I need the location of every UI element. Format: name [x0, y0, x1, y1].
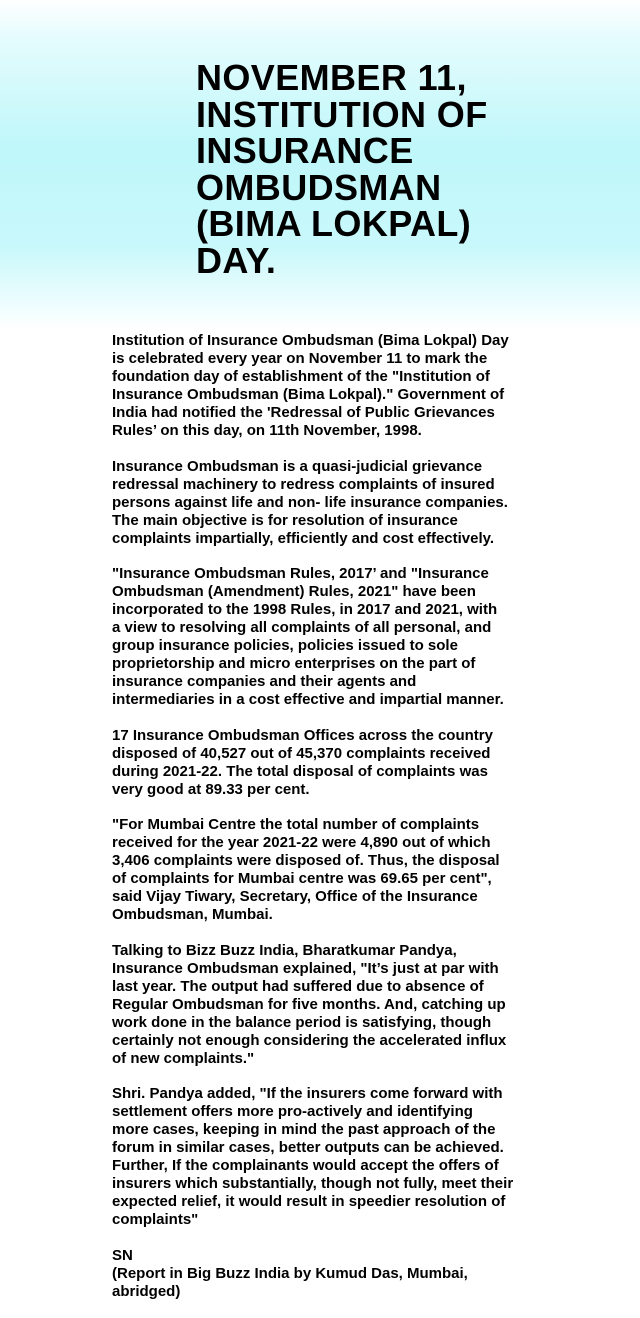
paragraph-statistics: 17 Insurance Ombudsman Offices across the country disposed of 40,527 out of 45,370 complaints received during 2021-22. The total disposal of complaints was very good at 89.33 per cent. [112, 726, 493, 798]
signature-credit: SN (Report in Big Buzz India by Kumud Das, Mumbai, abridged) [112, 1246, 468, 1300]
paragraph-ombudsman-role: Insurance Ombudsman is a quasi-judicial grievance redressal machinery to redress complaints of insured persons against life and non- life insurance companies. The main objective is for resolution of insurance complaints impartially, efficiently and cost effectively. [112, 457, 508, 547]
article-body [112, 332, 592, 1301]
paragraph-pandya-quote: Talking to Bizz Buzz India, Bharatkumar Pandya, Insurance Ombudsman explained, "It’s just at par with last year. The output had suffered due to absence of Regular Ombudsman for five months. And, catching up work done in the balance period is satisfying, though certainly not enough considering the accelerated influx of new complaints." [112, 941, 507, 1067]
paragraph-rules: "Insurance Ombudsman Rules, 2017’ and "Insurance Ombudsman (Amendment) Rules, 2021" have been incorporated to the 1998 Rules, in 2017 and 2021, with a view to resolving all complaints of all personal, and group insurance policies, policies issued to sole proprietorship and micro enterprises on the part of insurance companies and their agents and intermediaries in a cost effective and impartial manner. [112, 565, 504, 708]
paragraph-pandya-added: Shri. Pandya added, "If the insurers come forward with settlement offers more pro-actively and identifying more cases, keeping in mind the past approach of the forum in similar cases, better outputs can be achieved. Further, If the complainants would accept the offers of insurers which substantially, though not fully, meet their expected relief, it would result in speedier resolution of complaints" [112, 1085, 514, 1228]
page-title: NOVEMBER 11, INSTITUTION OF INSURANCE OMBUDSMAN (BIMA LOKPAL) DAY. [196, 57, 488, 281]
paragraph-intro: Institution of Insurance Ombudsman (Bima Lokpal) Day is celebrated every year on November 11 to mark the foundation day of establishment of the "Institution of Insurance Ombudsman (Bima Lokpal)." Government of India had notified the 'Redressal of Public Grievances Rules’ on this day, on 11th November, 1998. [112, 332, 509, 439]
paragraph-mumbai-centre: "For Mumbai Centre the total number of complaints received for the year 2021-22 were 4,890 out of which 3,406 complaints were disposed of. Thus, the disposal of complaints for Mumbai centre was 69.65 per cent", said Vijay Tiwary, Secretary, Office of the Insurance Ombudsman, Mumbai. [112, 816, 500, 923]
